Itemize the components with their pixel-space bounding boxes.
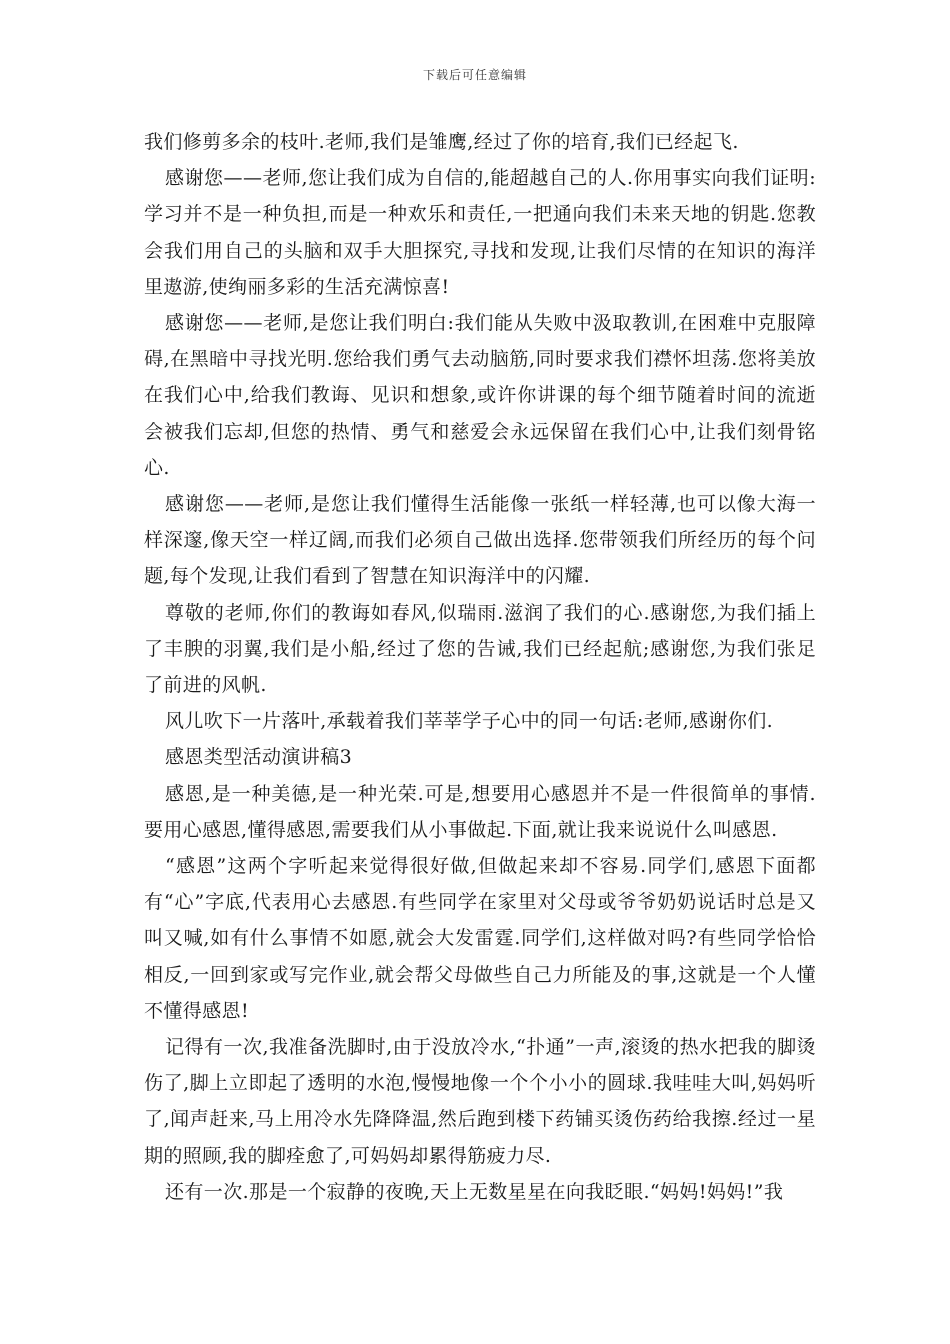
paragraph: 还有一次.那是一个寂静的夜晚,天上无数星星在向我眨眼.“妈妈!妈妈!”我	[165, 1180, 784, 1203]
body-text	[144, 124, 816, 1210]
paragraph: 我们修剪多余的枝叶.老师,我们是雏鹰,经过了你的培育,我们已经起飞.	[144, 131, 739, 153]
paragraph: 感恩,是一种美德,是一种光荣.可是,想要用心感恩并不是一件很简单的事情.要用心感恩,懂得感恩,需要我们从小事做起.下面,就让我来说说什么叫感恩.	[144, 782, 816, 841]
paragraph: 记得有一次,我准备洗脚时,由于没放冷水,“扑通”一声,滚烫的热水把我的脚烫伤了,脚上立即起了透明的水泡,慢慢地像一个个小小的圆球.我哇哇大叫,妈妈听了,闻声赶来,马上用冷水先降降温,然后跑到楼下药铺买烫伤药给我擦.经过一星期的照顾,我的脚痊愈了,可妈妈却累得筋疲力尽.	[144, 1036, 816, 1167]
paragraph: “感恩”这两个字听起来觉得很好做,但做起来却不容易.同学们,感恩下面都有“心”字底,代表用心去感恩.有些同学在家里对父母或爷爷奶奶说话时总是又叫又喊,如有什么事情不如愿,就会大发雷霆.同学们,这样做对吗?有些同学恰恰相反,一回到家或写完作业,就会帮父母做些自己力所能及的事,这就是一个人懂不懂得感恩!	[144, 855, 816, 1022]
paragraph: 感谢您——老师,是您让我们明白:我们能从失败中汲取教训,在困难中克服障碍,在黑暗中寻找光明.您给我们勇气去动脑筋,同时要求我们襟怀坦荡.您将美放在我们心中,给我们教诲、见识和想象,或许你讲课的每个细节随着时间的流逝会被我们忘却,但您的热情、勇气和慈爱会永远保留在我们心中,让我们刻骨铭心.	[144, 312, 816, 479]
paragraph: 风儿吹下一片落叶,承载着我们莘莘学子心中的同一句话:老师,感谢你们.	[165, 710, 774, 733]
section-heading: 感恩类型活动演讲稿3	[165, 746, 353, 769]
paragraph: 感谢您——老师,您让我们成为自信的,能超越自己的人.你用事实向我们证明:学习并不是一种负担,而是一种欢乐和责任,一把通向我们未来天地的钥匙.您教会我们用自己的头脑和双手大胆探究,寻找和发现,让我们尽情的在知识的海洋里遨游,使绚丽多彩的生活充满惊喜!	[144, 167, 816, 298]
page-header: 下载后可任意编辑	[422, 68, 527, 82]
paragraph: 尊敬的老师,你们的教诲如春风,似瑞雨.滋润了我们的心.感谢您,为我们插上了丰腴的羽翼,我们是小船,经过了您的告诫,我们已经起航;感谢您,为我们张足了前进的风帆.	[144, 601, 816, 697]
paragraph: 感谢您——老师,是您让我们懂得生活能像一张纸一样轻薄,也可以像大海一样深邃,像天空一样辽阔,而我们必须自己做出选择.您带领我们所经历的每个问题,每个发现,让我们看到了智慧在知识海洋中的闪耀.	[144, 493, 816, 588]
